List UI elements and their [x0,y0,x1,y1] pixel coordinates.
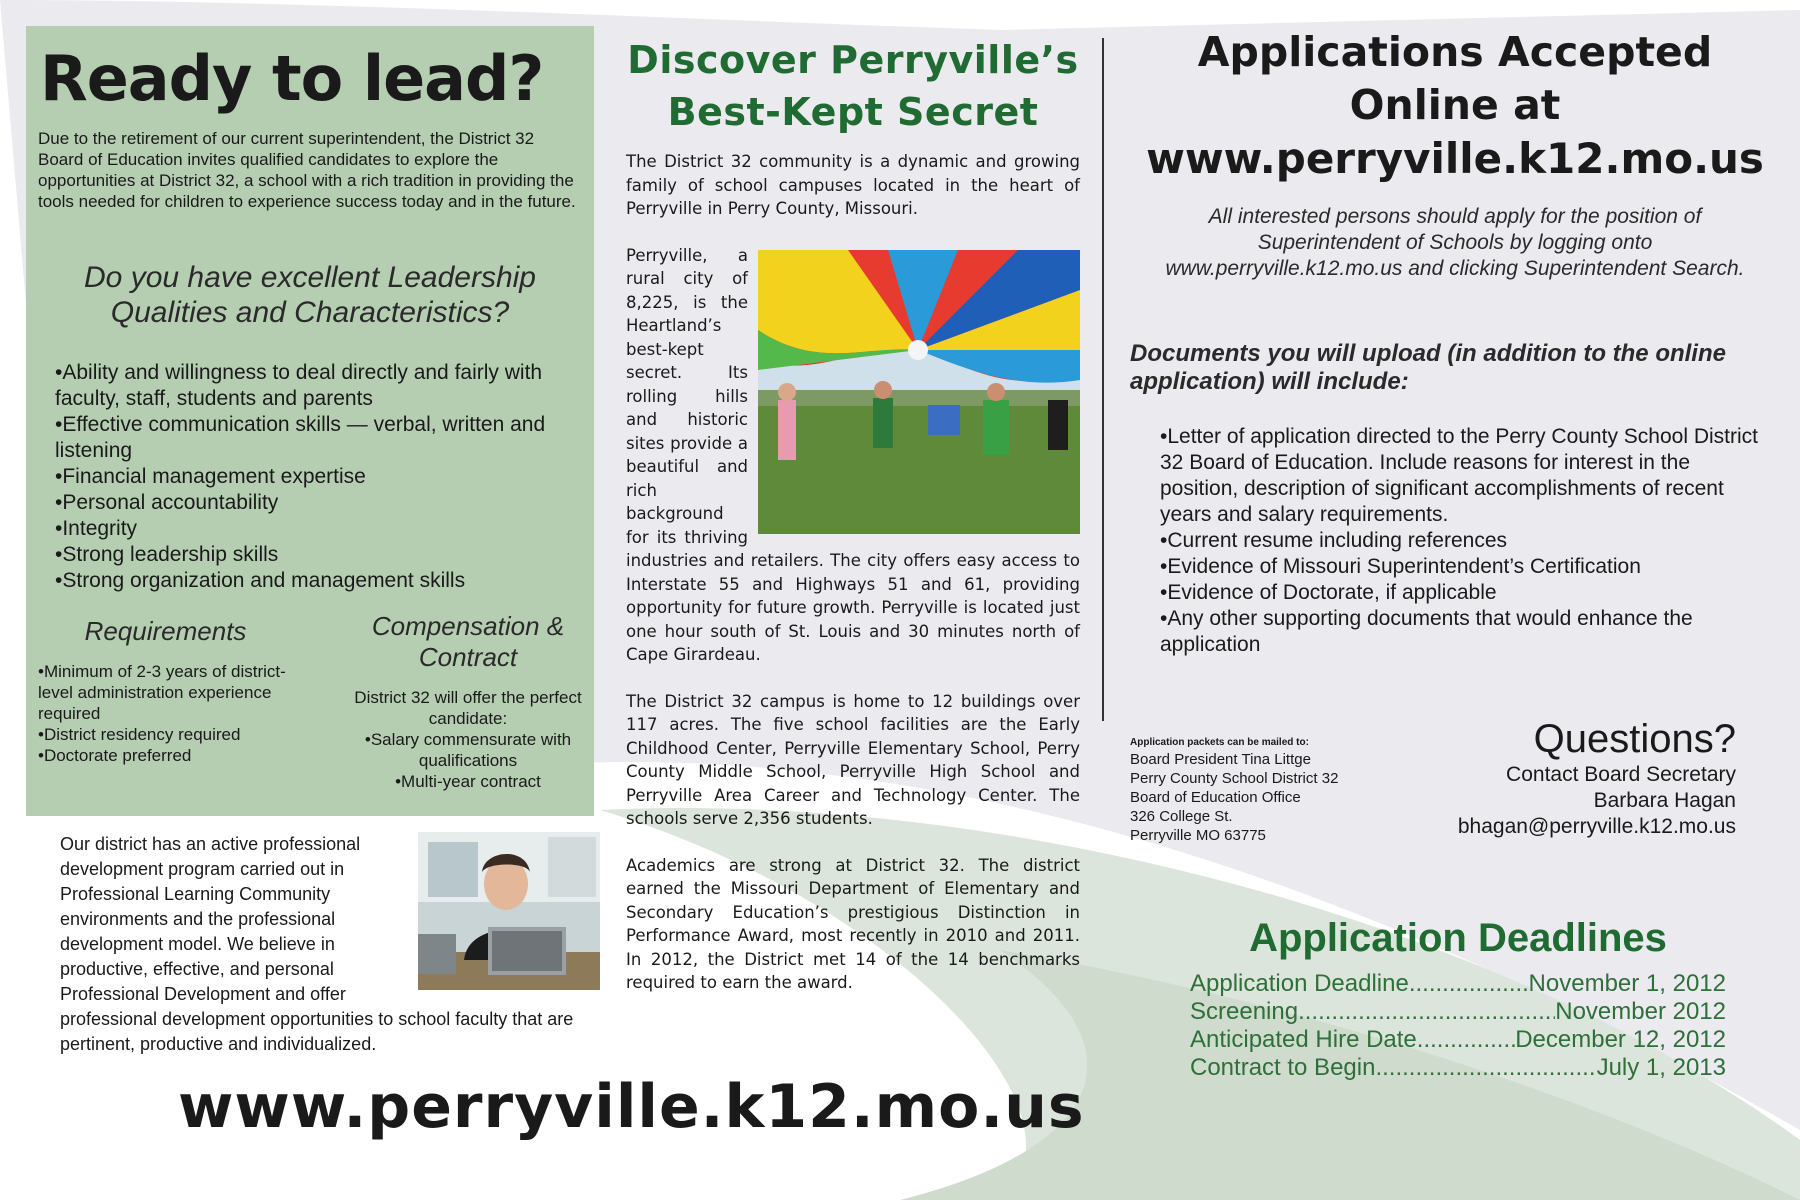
mailing-line: Perryville MO 63775 [1130,827,1266,844]
document-item: •Evidence of Doctorate, if applicable [1160,581,1497,604]
perryville-city-paragraph: Perryville, a rural city of 8,225, is the Heartland’s best-kept secret. Its rolling hills and historic sites provide a beautiful and rich background for its thriving industries and retailers. The city offers easy access to Interstate 55 and Highways 51 and 61, providing opportunity for future growth. Perryville is located just one hour south of St. Louis and 30 minutes north of Cape Girardeau. [626,245,1080,664]
deadline-label: Screening [1190,998,1299,1025]
documents-list [1160,424,1770,658]
deadline-leader-dots [1417,1026,1515,1054]
compensation-section [338,611,598,792]
left-info-panel [26,26,594,816]
requirement-item: •Doctorate preferred [38,746,192,765]
quality-item: •Integrity [55,517,138,540]
requirements-heading: Requirements [84,616,247,646]
application-deadlines [1190,914,1726,1082]
applications-heading-url: www.perryville.k12.mo.us [1146,134,1764,183]
deadline-date: July 1, 2013 [1596,1054,1726,1081]
middle-column [626,34,1080,1018]
document-item: •Current resume including references [1160,529,1508,552]
compensation-list [338,729,598,792]
applications-heading [1130,26,1780,185]
requirement-item: •Minimum of 2-3 years of district-level administration experience required [38,662,286,723]
deadline-row [1190,1054,1726,1082]
mailing-line: Board of Education Office [1130,789,1301,806]
requirements-list [38,661,293,766]
mailing-intro: Application packets can be mailed to: [1130,737,1309,748]
deadline-label: Contract to Begin [1190,1054,1376,1081]
academics-paragraph: Academics are strong at District 32. The district earned the Missouri Department of Elementary and Secondary Education’s prestigious Distinction in Performance Award, most recently in 2010 and 2011. In 2012, the District met 14 of the 14 benchmarks required to earn the award. [626,855,1080,992]
discover-heading [626,34,1080,138]
documents-heading: Documents you will upload (in addition to the online application) will include: [1130,340,1726,395]
community-paragraph: The District 32 community is a dynamic and growing family of school campuses located in the heart of Perryville in Perry County, Missouri. [626,152,1080,218]
compensation-item: •Multi-year contract [395,772,541,791]
mailing-address-block [1130,736,1420,845]
professional-development-text: Our district has an active professional development program carried out in Professional Learning Community environments and the professional development model. We believe in productive, effective, and personal Professional Development and offer professional development opportunities to school faculty that are pertinent, productive and individualized. [60,834,574,1054]
discover-heading-line2: Best-Kept Secret [667,90,1039,134]
deadline-leader-dots [1375,1054,1596,1082]
deadline-date: November 2012 [1555,998,1726,1025]
deadline-label: Application Deadline [1190,970,1409,997]
contact-email: bhagan@perryville.k12.mo.us [1457,815,1736,838]
professional-development-section [60,832,600,1057]
mailing-line: 326 College St. [1130,808,1233,825]
deadline-row [1190,970,1726,998]
deadline-row [1190,1026,1726,1054]
footer-website-url: www.perryville.k12.mo.us [178,1072,1085,1142]
qualities-list [38,360,582,594]
qualities-heading: Do you have excellent Leadership Qualities and Characteristics? [84,261,536,329]
requirement-item: •District residency required [38,725,241,744]
questions-title: Questions? [1533,717,1736,761]
mailing-line: Board President Tina Littge [1130,751,1311,768]
deadline-leader-dots [1298,998,1555,1026]
quality-item: •Ability and willingness to deal directly and fairly with faculty, staff, students and parents [55,361,543,410]
deadline-label: Anticipated Hire Date [1190,1026,1417,1053]
quality-item: •Personal accountability [55,491,279,514]
requirements-compensation-row [38,611,582,816]
teacher-laptop-photo [418,832,600,990]
deadline-row [1190,998,1726,1026]
contact-line: Contact Board Secretary [1506,763,1736,786]
quality-item: •Strong organization and management skills [55,569,466,592]
discover-heading-line1: Discover Perryville’s [627,38,1079,82]
quality-item: •Effective communication skills — verbal, written and listening [55,413,546,462]
deadline-leader-dots [1409,970,1529,998]
compensation-intro: District 32 will offer the perfect candidate: [354,688,582,728]
apply-instructions: All interested persons should apply for the position of Superintendent of Schools by logging onto www.perryville.k12.mo.us and clicking Superintendent Search. [1165,205,1745,280]
deadline-date: November 1, 2012 [1528,970,1726,997]
mailing-line: Perry County School District 32 [1130,770,1339,787]
quality-item: •Strong leadership skills [55,543,279,566]
parachute-play-photo [758,250,1080,534]
intro-paragraph: Due to the retirement of our current superintendent, the District 32 Board of Education invites qualified candidates to explore the opportunities at District 32, a school with a rich tradition in providing the tools needed for children to experience success today and in the future. [38,129,576,211]
headline-ready-to-lead: Ready to lead? [40,42,544,115]
quality-item: •Financial management expertise [55,465,366,488]
document-item: •Any other supporting documents that would enhance the application [1160,607,1693,656]
document-item: •Letter of application directed to the Perry County School District 32 Board of Education. Include reasons for interest in the position, description of significant accomplishments of recent years and salary requirements. [1160,425,1758,526]
requirements-section [38,616,293,766]
campus-paragraph: The District 32 campus is home to 12 buildings over 117 acres. The five school facilities are the Early Childhood Center, Perryville Elementary School, Perry County Middle School, Perryville High School and Perryville Area Career and Technology Center. The schools serve 2,356 students. [626,691,1080,828]
applications-heading-line1: Applications Accepted [1197,28,1713,76]
deadline-date: December 12, 2012 [1515,1026,1726,1053]
column-divider [1102,38,1104,721]
document-item: •Evidence of Missouri Superintendent’s Certification [1160,555,1641,578]
contact-name: Barbara Hagan [1593,789,1736,812]
questions-contact-block [1380,716,1736,840]
applications-heading-line2: Online at [1349,81,1561,129]
deadlines-title: Application Deadlines [1249,916,1667,960]
compensation-item: •Salary commensurate with qualifications [364,730,572,770]
compensation-heading: Compensation & Contract [371,611,565,672]
